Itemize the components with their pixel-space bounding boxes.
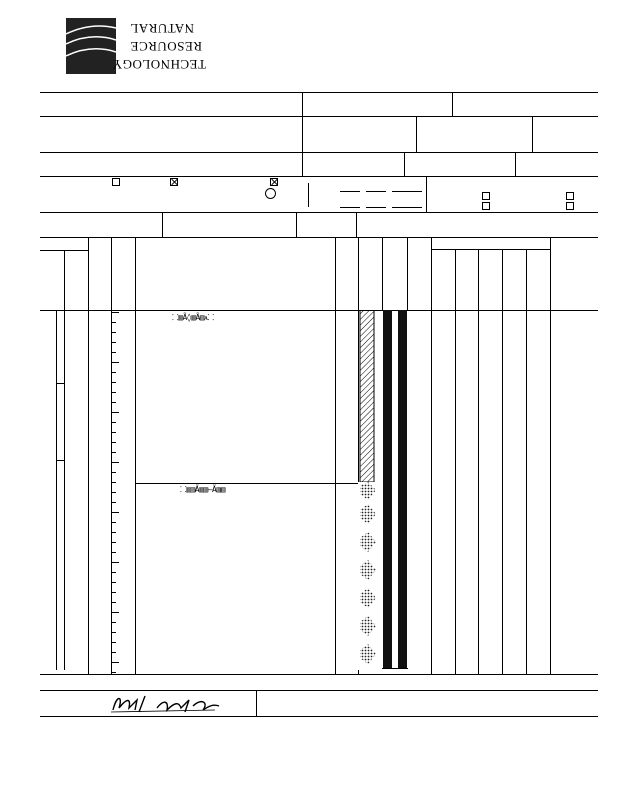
- blank-field-2b[interactable]: [366, 207, 386, 208]
- blank-field-1a[interactable]: [340, 191, 360, 192]
- company-logo: [66, 16, 216, 76]
- checkbox-right-2[interactable]: [566, 192, 574, 200]
- logo-line-natural: NATURAL: [129, 21, 194, 36]
- well-casing-left: [383, 310, 392, 668]
- unit-1-description: ⸬▥Ã◊▥Ã▥ᴀ⸬: [172, 313, 214, 322]
- unit-boundary: [135, 483, 380, 484]
- radio-option[interactable]: [265, 188, 276, 199]
- blank-field-2c[interactable]: [392, 207, 422, 208]
- checkbox-option-2-checked[interactable]: [170, 178, 178, 186]
- logo-mark-icon: [66, 18, 116, 74]
- blank-field-2a[interactable]: [340, 207, 360, 208]
- checkbox-right-4[interactable]: [566, 202, 574, 210]
- blank-field-1c[interactable]: [392, 191, 422, 192]
- checkbox-right-3[interactable]: [482, 202, 490, 210]
- checkbox-option-3-checked[interactable]: [270, 178, 278, 186]
- well-casing-right: [398, 310, 407, 668]
- logo-line-resource: RESOURCE: [130, 39, 202, 54]
- graphic-log-column: [358, 310, 382, 674]
- unit-2-description: ⸬▥▥Ã▥▥—Ã▥▥: [180, 485, 225, 494]
- checkbox-right-1[interactable]: [482, 192, 490, 200]
- blank-field-1b[interactable]: [366, 191, 386, 192]
- checkbox-option-1[interactable]: [112, 178, 120, 186]
- signature: [105, 690, 225, 716]
- depth-scale: [111, 310, 121, 674]
- logo-line-technology: TECHNOLOGY: [112, 57, 206, 72]
